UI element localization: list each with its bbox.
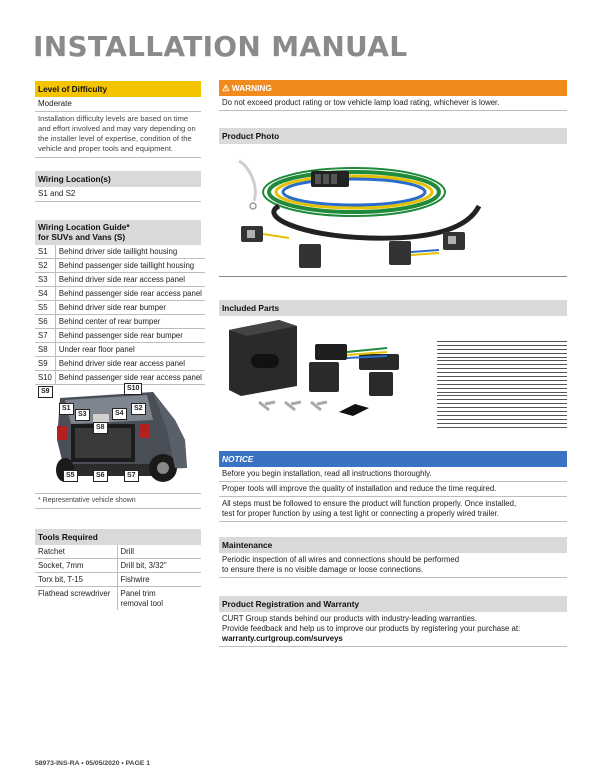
wiring-guide-header-line2: for SUVs and Vans (S) xyxy=(38,231,126,242)
product-photo xyxy=(219,146,567,276)
table-row xyxy=(35,343,205,357)
location-code: S8 xyxy=(35,343,55,357)
maintenance-line: to ensure there is no visible damage or loose connections. xyxy=(222,565,424,574)
registration-text xyxy=(219,612,567,647)
table-row xyxy=(35,301,205,315)
included-parts-image xyxy=(219,318,429,430)
wiring-location-header: Wiring Location(s) xyxy=(35,171,201,187)
tool-cell: Fishwire xyxy=(117,573,201,587)
location-text: Under rear floor panel xyxy=(55,343,205,357)
location-text: Behind passenger side rear bumper xyxy=(55,329,205,343)
wiring-location-section xyxy=(35,171,201,202)
maintenance-text xyxy=(219,553,567,578)
notice-line-part: All steps must be followed to ensure the product will function properly. Once installed, xyxy=(222,499,517,508)
notice-line: Proper tools will improve the quality of installation and reduce the time required. xyxy=(219,482,567,497)
wiring-guide-section xyxy=(35,220,201,385)
wiring-guide-header-line1: Wiring Location Guide* xyxy=(38,222,130,232)
location-code: S2 xyxy=(35,259,55,273)
location-code: S9 xyxy=(35,357,55,371)
warning-text: Do not exceed product rating or tow vehicle lamp load rating, whichever is lower. xyxy=(219,96,567,111)
location-code: S6 xyxy=(35,315,55,329)
warning-header xyxy=(219,80,567,96)
difficulty-description: Installation difficulty levels are based on time and effort involved and may vary depending on the installer level of expertise, condition of the vehicle and proper tools and equipment. xyxy=(35,112,201,158)
wiring-guide-table xyxy=(35,245,205,385)
location-text: Behind driver side rear bumper xyxy=(55,301,205,315)
notice-section xyxy=(219,451,567,522)
table-row xyxy=(35,573,201,587)
registration-section xyxy=(219,596,567,647)
vehicle-label-s2: S2 xyxy=(131,403,146,415)
tool-cell-line: Panel trim xyxy=(120,588,156,598)
suv-rear-image xyxy=(35,380,201,490)
parts-list-lines xyxy=(437,341,567,430)
location-text: Behind center of rear bumper xyxy=(55,315,205,329)
location-code: S5 xyxy=(35,301,55,315)
wiring-location-value: S1 and S2 xyxy=(35,187,201,202)
table-row xyxy=(35,245,205,259)
vehicle-caption-box xyxy=(35,493,201,509)
warning-triangle-icon: ⚠ xyxy=(222,83,230,93)
vehicle-illustration xyxy=(35,380,201,490)
tools-section xyxy=(35,529,201,610)
notice-line-part: test for proper function by using a test light or connecting a properly wired trailer. xyxy=(222,509,499,518)
location-code: S10 xyxy=(35,371,55,385)
vehicle-label-s1: S1 xyxy=(59,403,74,415)
product-photo-section xyxy=(219,128,567,144)
maintenance-line: Periodic inspection of all wires and connections should be performed xyxy=(222,555,460,564)
location-text: Behind passenger side rear access panel xyxy=(55,371,205,385)
tool-cell: Torx bit, T-15 xyxy=(35,573,117,587)
notice-header: NOTICE xyxy=(219,451,567,467)
tool-cell: Drill xyxy=(117,545,201,559)
vehicle-label-s8: S8 xyxy=(93,422,108,434)
table-row xyxy=(35,259,205,273)
location-code: S4 xyxy=(35,287,55,301)
location-text: Behind passenger side taillight housing xyxy=(55,259,205,273)
table-row xyxy=(35,329,205,343)
registration-line: Provide feedback and help us to improve our products by registering your purchase at: xyxy=(222,624,521,633)
table-row xyxy=(35,287,205,301)
location-code: S3 xyxy=(35,273,55,287)
location-code: S1 xyxy=(35,245,55,259)
included-parts-photo xyxy=(219,318,429,430)
maintenance-header: Maintenance xyxy=(219,537,567,553)
vehicle-label-s4: S4 xyxy=(112,408,127,420)
registration-header: Product Registration and Warranty xyxy=(219,596,567,612)
vehicle-label-s3: S3 xyxy=(75,409,90,421)
tool-cell: Socket, 7mm xyxy=(35,559,117,573)
location-text: Behind driver side rear access panel xyxy=(55,357,205,371)
warning-section xyxy=(219,80,567,111)
warning-header-label: WARNING xyxy=(231,83,272,93)
location-text: Behind passenger side rear access panel xyxy=(55,287,205,301)
table-row xyxy=(35,545,201,559)
table-row xyxy=(35,559,201,573)
included-parts-header: Included Parts xyxy=(219,300,567,316)
difficulty-header: Level of Difficulty xyxy=(35,81,201,97)
wiring-guide-header xyxy=(35,220,201,245)
tools-table xyxy=(35,545,201,610)
location-text: Behind driver side rear access panel xyxy=(55,273,205,287)
vehicle-caption: * Representative vehicle shown xyxy=(38,497,136,504)
page-title: INSTALLATION MANUAL xyxy=(33,30,408,63)
vehicle-label-s9: S9 xyxy=(38,386,53,398)
tool-cell-line: removal tool xyxy=(120,598,163,608)
page-footer: 58973-INS-RA • 05/05/2020 • PAGE 1 xyxy=(35,760,151,767)
vehicle-label-s6: S6 xyxy=(93,470,108,482)
vehicle-label-s10: S10 xyxy=(124,383,142,395)
included-parts-section xyxy=(219,300,567,316)
tool-cell xyxy=(117,587,201,611)
location-code: S7 xyxy=(35,329,55,343)
table-row xyxy=(35,315,205,329)
difficulty-level: Moderate xyxy=(35,97,201,112)
table-row xyxy=(35,357,205,371)
registration-line: CURT Group stands behind our products with industry-leading warranties. xyxy=(222,614,477,623)
location-text: Behind driver side taillight housing xyxy=(55,245,205,259)
wiring-harness-image xyxy=(219,146,567,276)
tools-header: Tools Required xyxy=(35,529,201,545)
divider xyxy=(219,276,567,277)
tool-cell: Flathead screwdriver xyxy=(35,587,117,611)
tool-cell: Ratchet xyxy=(35,545,117,559)
notice-line xyxy=(219,497,567,522)
notice-line: Before you begin installation, read all instructions thoroughly. xyxy=(219,467,567,482)
maintenance-section xyxy=(219,537,567,578)
vehicle-label-s7: S7 xyxy=(124,470,139,482)
tool-cell: Drill bit, 3/32" xyxy=(117,559,201,573)
vehicle-label-s5: S5 xyxy=(63,470,78,482)
table-row xyxy=(35,587,201,611)
difficulty-section xyxy=(35,81,201,158)
product-photo-header: Product Photo xyxy=(219,128,567,144)
warranty-link[interactable]: warranty.curtgroup.com/surveys xyxy=(222,634,343,643)
table-row xyxy=(35,273,205,287)
